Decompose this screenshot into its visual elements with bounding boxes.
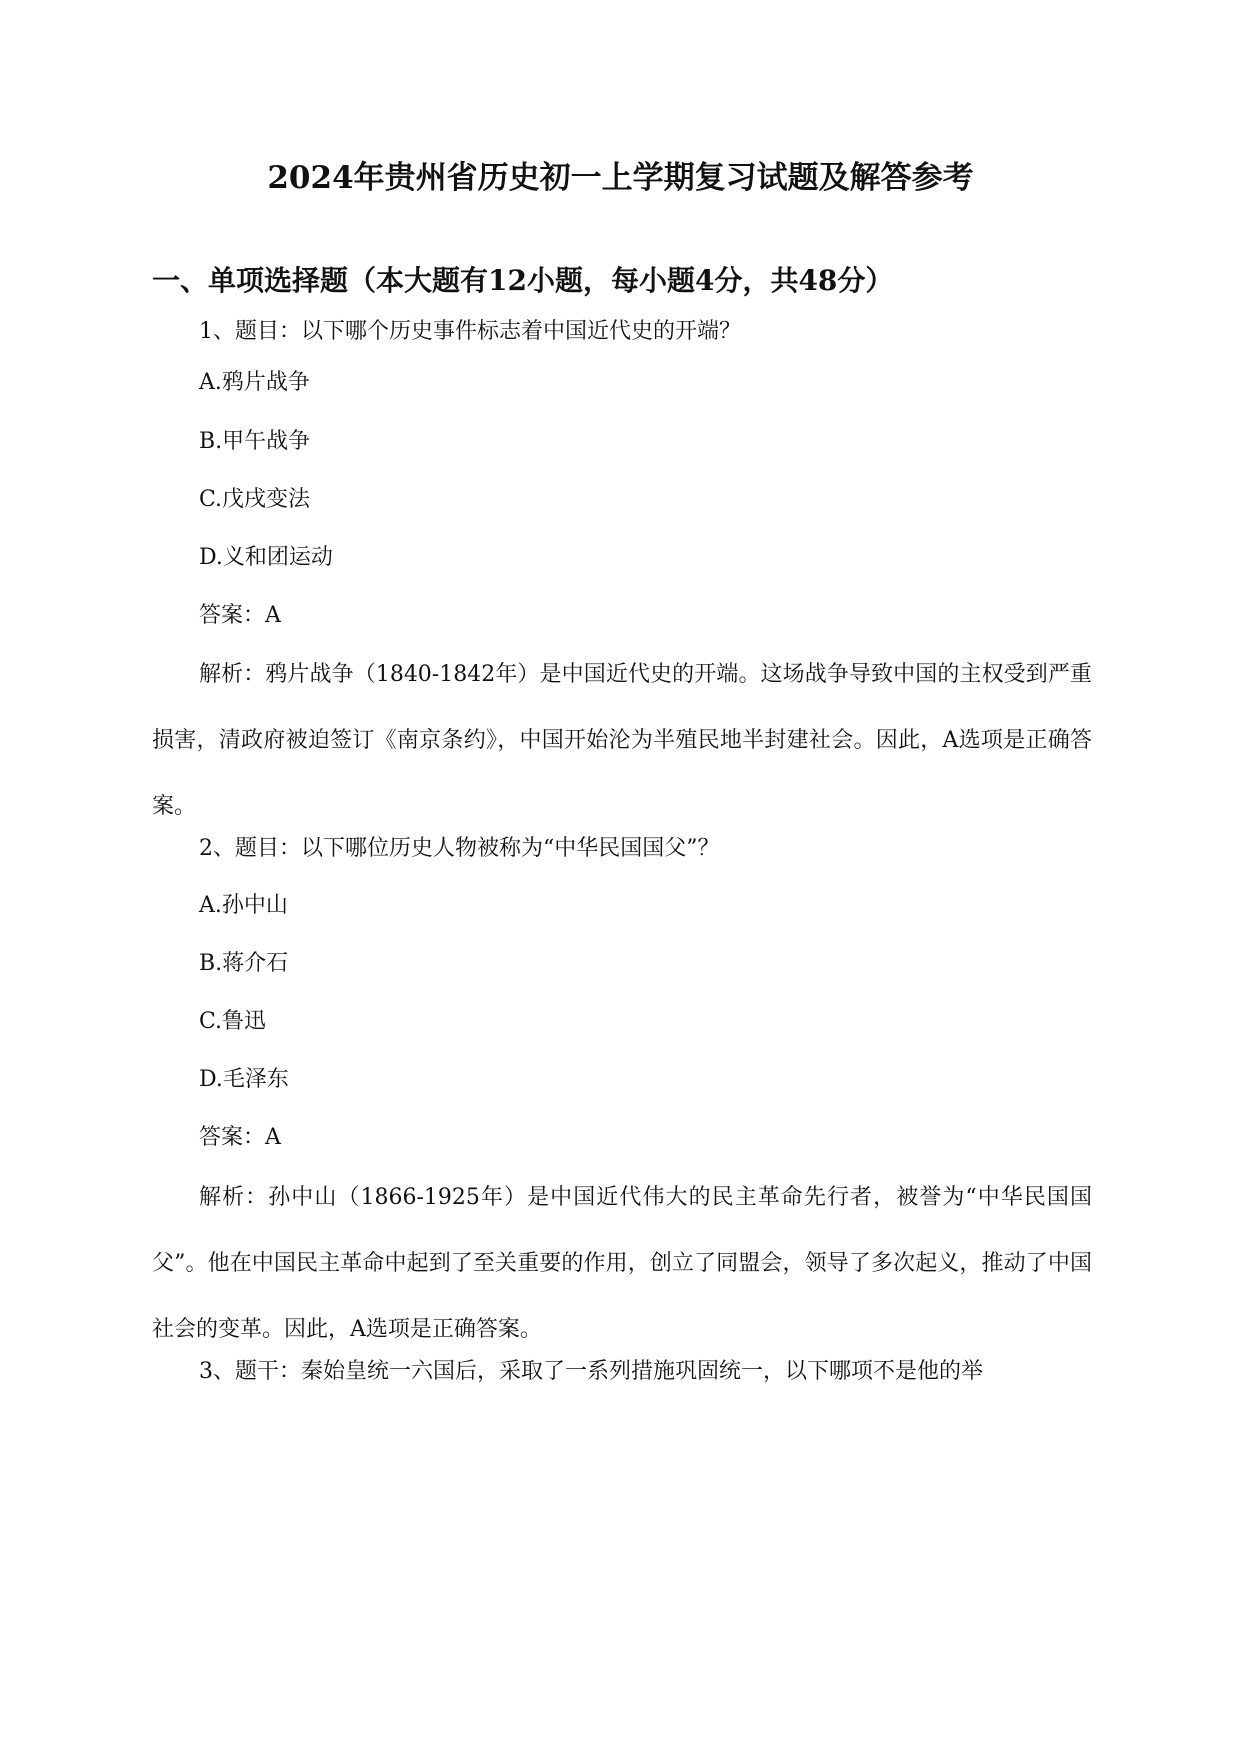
question-2-answer: 答案：A bbox=[199, 1125, 281, 1150]
question-2-option-c: C.鲁迅 bbox=[199, 1009, 267, 1034]
question-1-option-c: C.戊戌变法 bbox=[199, 487, 311, 512]
question-1-option-d: D.义和团运动 bbox=[199, 545, 333, 570]
question-2-stem: 2、题目：以下哪位历史人物被称为“中华民国国父”？ bbox=[199, 836, 720, 861]
question-1-option-b: B.甲午战争 bbox=[199, 429, 311, 454]
question-1-stem: 1、题目：以下哪个历史事件标志着中国近代史的开端？ bbox=[199, 319, 741, 344]
question-2-option-a: A.孙中山 bbox=[199, 893, 288, 918]
document-title: 2024年贵州省历史初一上学期复习试题及解答参考 bbox=[267, 160, 974, 196]
question-2-option-d: D.毛泽东 bbox=[199, 1067, 289, 1092]
question-2-analysis: 解析：孙中山（1866-1925年）是中国近代伟大的民主革命先行者，被誉为“中华民国国父”。他在中国民主革命中起到了至关重要的作用，创立了同盟会，领导了多次起义，推动了中国社会的变革。因此，A选项是正确答案。 bbox=[152, 1185, 1092, 1342]
section-heading: 一、单项选择题（本大题有12小题，每小题4分，共48分） bbox=[152, 264, 894, 297]
question-2-option-b: B.蒋介石 bbox=[199, 951, 289, 976]
question-3-stem: 3、题干：秦始皇统一六国后，采取了一系列措施巩固统一，以下哪项不是他的举 bbox=[199, 1359, 983, 1384]
question-1-analysis: 解析：鸦片战争（1840-1842年）是中国近代史的开端。这场战争导致中国的主权受到严重损害，清政府被迫签订《南京条约》，中国开始沦为半殖民地半封建社会。因此，A选项是正确答案。 bbox=[152, 662, 1092, 819]
question-1-option-a: A.鸦片战争 bbox=[199, 370, 310, 395]
question-1-answer: 答案：A bbox=[199, 603, 281, 628]
